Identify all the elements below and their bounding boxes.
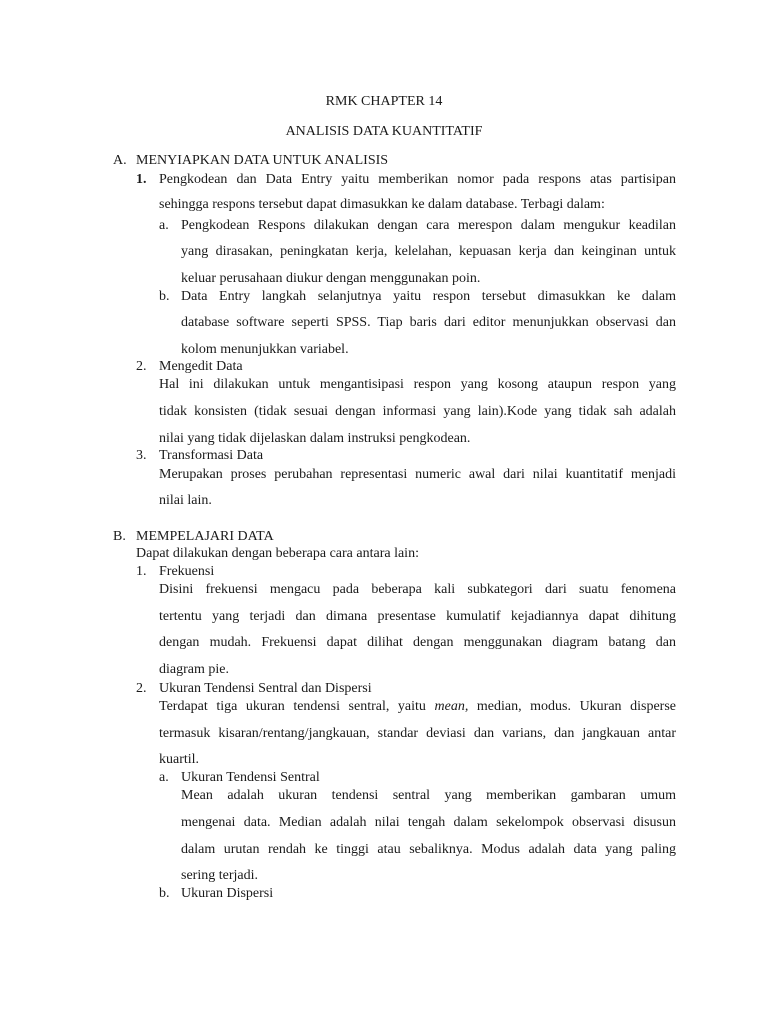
item-b2a-line3: dalam urutan rendah ke tinggi atau sebaliknya. Modus adalah data yang paling — [181, 842, 676, 857]
item-a1b-line1: Data Entry langkah selanjutnya yaitu respon tersebut dimasukkan ke dalam — [181, 289, 676, 304]
item-a3-heading: Transformasi Data — [159, 448, 264, 463]
item-b2a-marker: a. — [159, 770, 169, 785]
item-b1-heading: Frekuensi — [159, 564, 215, 579]
item-b1-line3: dengan mudah. Frekuensi dapat dilihat dengan menggunakan diagram batang dan — [159, 635, 676, 650]
item-a2-line2: tidak konsisten (tidak sesuai dengan informasi yang lain).Kode yang tidak sah adalah — [159, 404, 676, 419]
section-b-heading: MEMPELAJARI DATA — [136, 529, 274, 544]
item-a1-marker: 1. — [136, 172, 147, 187]
document-subtitle: ANALISIS DATA KUANTITATIF — [285, 124, 483, 139]
item-b2-marker: 2. — [136, 681, 147, 696]
item-b2a-line1: Mean adalah ukuran tendensi sentral yang memberikan gambaran umum — [181, 788, 676, 803]
item-a2-line3: nilai yang tidak dijelaskan dalam instruksi pengkodean. — [159, 431, 471, 446]
item-b2b-heading: Ukuran Dispersi — [181, 886, 274, 901]
item-b2-line3: kuartil. — [159, 752, 200, 767]
item-a1b-line2: database software seperti SPSS. Tiap baris dari editor menunjukkan observasi dan — [181, 315, 676, 330]
item-b2a-heading: Ukuran Tendensi Sentral — [181, 770, 320, 785]
item-a1a-line2: yang dirasakan, peningkatan kerja, kelelahan, kepuasan kerja dan keinginan untuk — [181, 244, 676, 259]
item-b1-line4: diagram pie. — [159, 662, 229, 677]
item-a1b-line3: kolom menunjukkan variabel. — [181, 342, 349, 357]
item-b2-heading: Ukuran Tendensi Sentral dan Dispersi — [159, 681, 372, 696]
item-b1-line2: tertentu yang terjadi dan dimana presentase kumulatif kejadiannya dapat dihitung — [159, 609, 676, 624]
document-title: RMK CHAPTER 14 — [325, 94, 443, 109]
item-b2-line1: Terdapat tiga ukuran tendensi sentral, yaitu mean, median, modus. Ukuran disperse — [159, 699, 676, 714]
item-b2b-marker: b. — [159, 886, 170, 901]
item-a1b-marker: b. — [159, 289, 170, 304]
item-b2a-line4: sering terjadi. — [181, 868, 258, 883]
section-a-heading: MENYIAPKAN DATA UNTUK ANALISIS — [136, 153, 389, 168]
item-b1-marker: 1. — [136, 564, 147, 579]
item-a3-line2: nilai lain. — [159, 493, 212, 508]
item-a2-heading: Mengedit Data — [159, 359, 243, 374]
item-a1-line1: Pengkodean dan Data Entry yaitu memberikan nomor pada respons atas partisipan — [159, 172, 676, 187]
item-a1-line2: sehingga respons tersebut dapat dimasukkan ke dalam database. Terbagi dalam: — [159, 197, 605, 212]
section-a-marker: A. — [113, 153, 127, 168]
item-a1a-marker: a. — [159, 218, 169, 233]
item-a1a-line1: Pengkodean Respons dilakukan dengan cara merespon dalam mengukur keadilan — [181, 218, 676, 233]
section-b-intro: Dapat dilakukan dengan beberapa cara antara lain: — [136, 546, 419, 561]
item-a2-line1: Hal ini dilakukan untuk mengantisipasi respon yang kosong ataupun respon yang — [159, 377, 676, 392]
item-a3-line1: Merupakan proses perubahan representasi numeric awal dari nilai kuantitatif menjadi — [159, 467, 676, 482]
item-b2-line2: termasuk kisaran/rentang/jangkauan, standar deviasi dan varians, dan jangkauan antar — [159, 726, 676, 741]
section-b-marker: B. — [113, 529, 126, 544]
item-a2-marker: 2. — [136, 359, 147, 374]
item-b1-line1: Disini frekuensi mengacu pada beberapa kali subkategori dari suatu fenomena — [159, 582, 676, 597]
item-a1a-line3: keluar perusahaan diukur dengan menggunakan poin. — [181, 271, 481, 286]
item-b2a-line2: mengenai data. Median adalah nilai tengah dalam sekelompok observasi disusun — [181, 815, 676, 830]
item-a3-marker: 3. — [136, 448, 147, 463]
